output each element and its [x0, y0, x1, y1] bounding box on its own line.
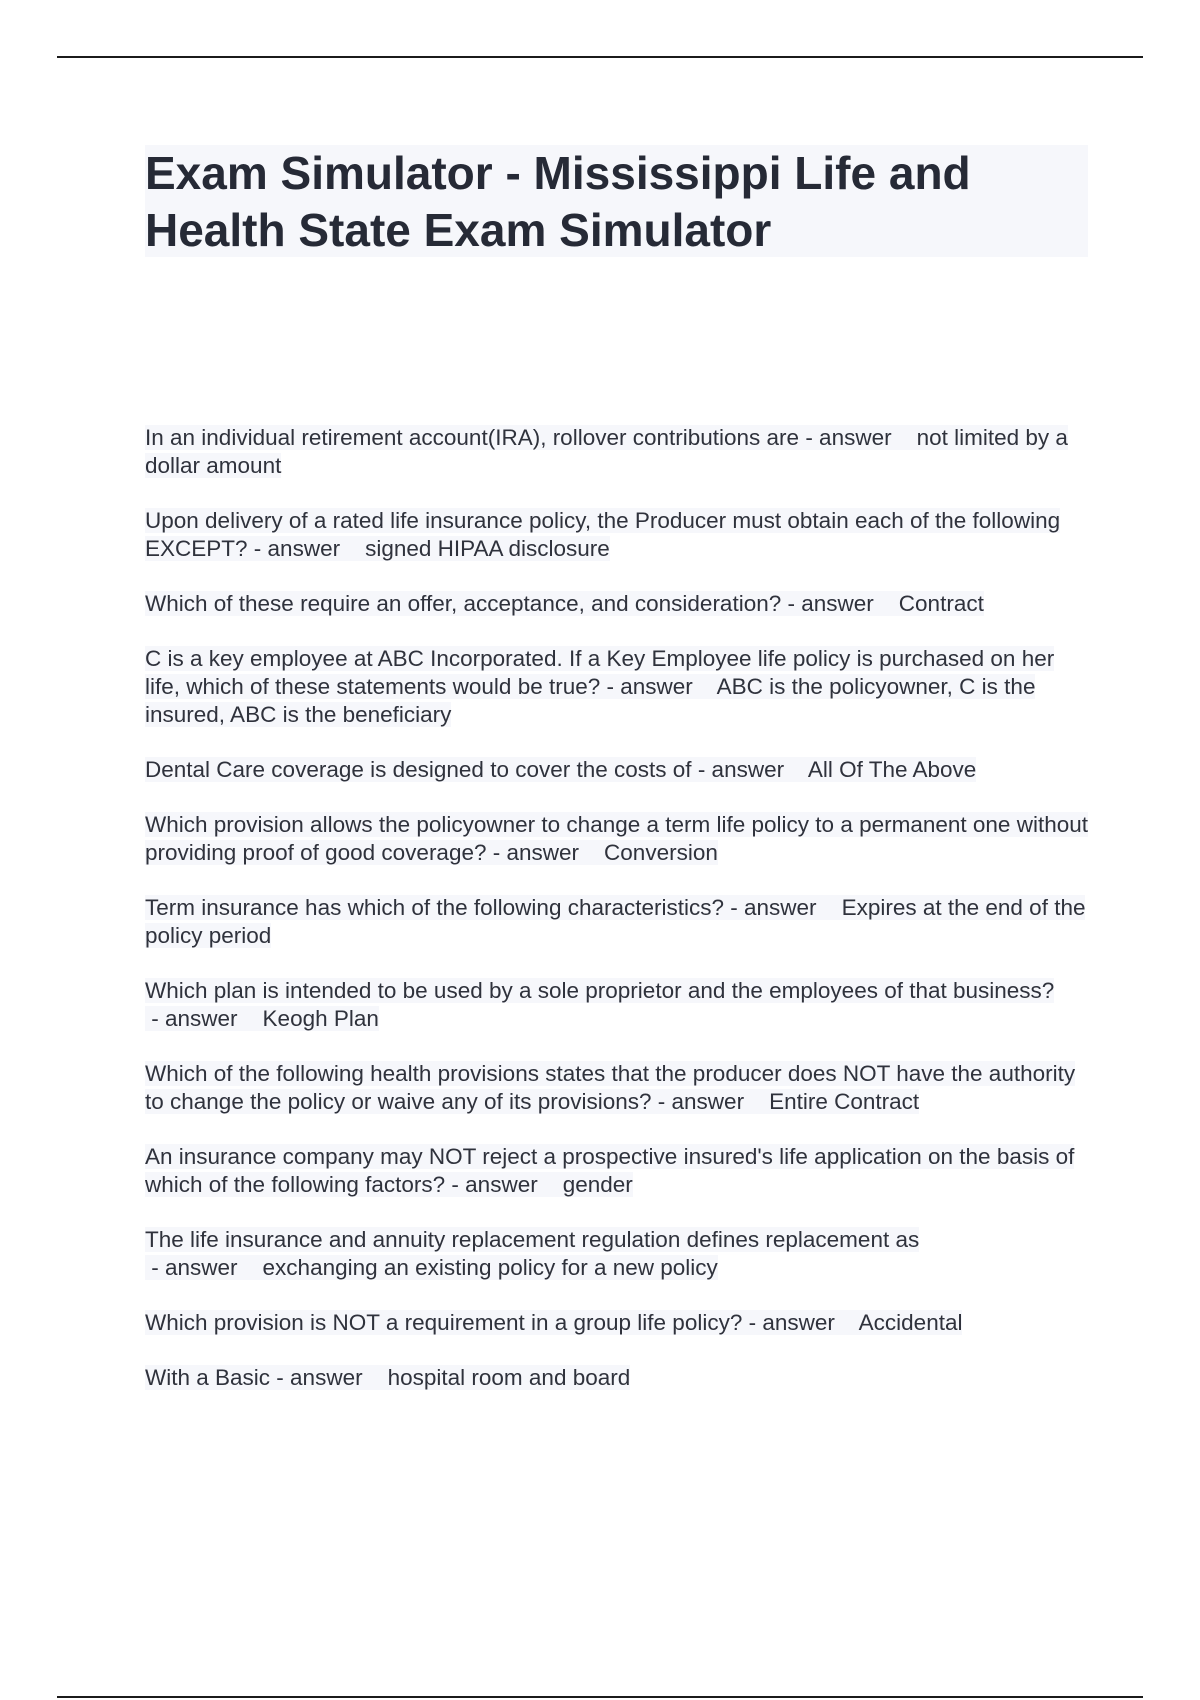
- answer-separator: - answer: [600, 674, 717, 699]
- answer-separator: - answer: [247, 536, 366, 561]
- question-text: Which plan is intended to be used by a sole proprietor and the employees of that business?: [145, 978, 1055, 1003]
- question-text: Which provision allows the policyowner to change a term life policy to a permanent one without providing proof of good coverage?: [145, 812, 1088, 865]
- answer-text: hospital room and board: [387, 1365, 631, 1390]
- qa-item: [145, 977, 1088, 1033]
- qa-item: [145, 590, 1088, 618]
- question-text: With a Basic: [145, 1365, 271, 1390]
- answer-text: gender: [562, 1172, 633, 1197]
- page-title: Exam Simulator - Mississippi Life and Health State Exam Simulator: [145, 147, 971, 256]
- answer-text: Keogh Plan: [262, 1006, 379, 1031]
- answer-separator: - answer: [145, 1006, 263, 1031]
- answer-separator: - answer: [724, 895, 842, 920]
- qa-item: [145, 894, 1088, 950]
- answer-separator: - answer: [145, 1255, 263, 1280]
- answer-text: Accidental: [858, 1310, 963, 1335]
- answer-separator: - answer: [691, 757, 808, 782]
- answer-text: not limited by a dollar amount: [145, 425, 1068, 478]
- answer-text: Conversion: [604, 840, 718, 865]
- answer-separator: - answer: [486, 840, 605, 865]
- answer-separator: - answer: [651, 1089, 770, 1114]
- qa-item: [145, 1226, 1088, 1282]
- qa-item: [145, 645, 1088, 729]
- top-rule: [57, 56, 1143, 58]
- qa-list: [145, 424, 1088, 1419]
- qa-item: [145, 424, 1088, 480]
- answer-separator: - answer: [781, 591, 899, 616]
- qa-item: [145, 1364, 1088, 1392]
- answer-text: exchanging an existing policy for a new policy: [262, 1255, 718, 1280]
- question-text: Term insurance has which of the following characteristics?: [145, 895, 725, 920]
- answer-separator: - answer: [742, 1310, 859, 1335]
- answer-separator: - answer: [445, 1172, 563, 1197]
- answer-text: ABC is the policyowner, C is the insured, ABC is the beneficiary: [145, 674, 1036, 727]
- question-text: Upon delivery of a rated life insurance policy, the Producer must obtain each of the following EXCEPT?: [145, 508, 1061, 561]
- answer-text: Entire Contract: [769, 1089, 920, 1114]
- qa-item: [145, 1143, 1088, 1199]
- question-text: Which of the following health provisions states that the producer does NOT have the authority to change the policy or waive any of its provisions?: [145, 1061, 1076, 1114]
- bottom-rule: [57, 1696, 1143, 1698]
- title-block: [145, 145, 1088, 257]
- question-text: An insurance company may NOT reject a prospective insured's life application on the basis of which of the following factors?: [145, 1144, 1075, 1197]
- question-text: Dental Care coverage is designed to cover the costs of: [145, 757, 692, 782]
- qa-item: [145, 507, 1088, 563]
- answer-text: signed HIPAA disclosure: [365, 536, 610, 561]
- qa-item: [145, 1060, 1088, 1116]
- question-text: Which provision is NOT a requirement in a group life policy?: [145, 1310, 743, 1335]
- qa-item: [145, 1309, 1088, 1337]
- qa-item: [145, 811, 1088, 867]
- answer-separator: - answer: [270, 1365, 388, 1390]
- question-text: In an individual retirement account(IRA), rollover contributions are: [145, 425, 800, 450]
- question-text: The life insurance and annuity replacement regulation defines replacement as: [145, 1227, 920, 1252]
- question-text: Which of these require an offer, acceptance, and consideration?: [145, 591, 782, 616]
- question-text: C is a key employee at ABC Incorporated. If a Key Employee life policy is purchased on her life, which of these statements would be true?: [145, 646, 1055, 699]
- answer-text: Contract: [898, 591, 984, 616]
- answer-text: All Of The Above: [807, 757, 977, 782]
- qa-item: [145, 756, 1088, 784]
- answer-text: Expires at the end of the policy period: [145, 895, 1086, 948]
- answer-separator: - answer: [799, 425, 917, 450]
